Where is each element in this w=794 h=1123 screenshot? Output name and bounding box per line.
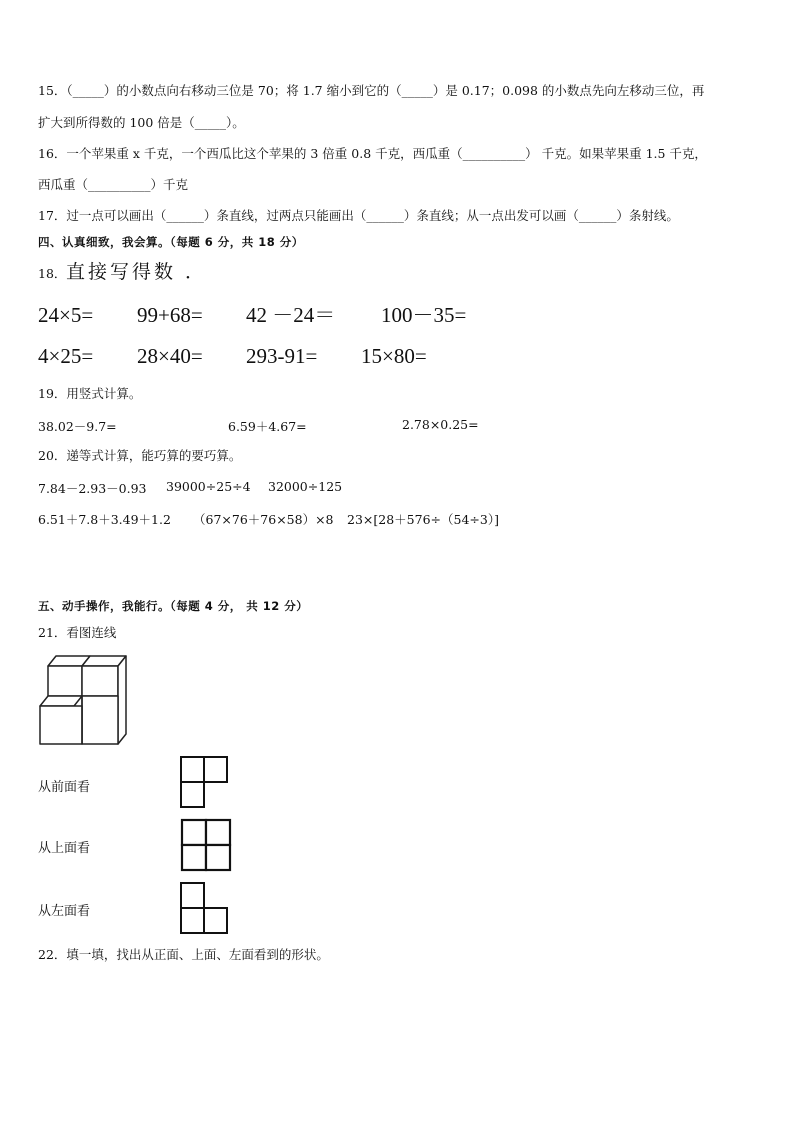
q18-r2-c3: 293-91= [246,344,318,368]
q18-number: 18． [38,266,67,281]
q20-r2-c1: 6.51＋7.8＋3.49＋1.2 [38,512,171,527]
q20-title: 20．递等式计算，能巧算的要巧算。 [38,448,242,463]
q20-r2-c2: （67×76＋76×58）×8 [193,512,334,527]
q20-r1-c1: 7.84－2.93－0.93 [38,481,147,496]
q18-r2-c1: 4×25= [38,344,94,368]
q18-r2-c2: 28×40= [137,344,203,368]
q18-r1-c3: 42 －24＝ [246,303,336,327]
q19-item-1: 38.02－9.7= [38,419,117,434]
section5-title: 五、动手操作，我能行。（每题 4 分， 共 12 分） [38,599,309,613]
q15-line2: 扩大到所得数的 100 倍是（_____）。 [38,115,245,130]
q19-item-3: 2.78×0.25= [402,417,479,432]
left-view-shape[interactable] [180,882,230,936]
section4-title: 四、认真细致，我会算。（每题 6 分，共 18 分） [38,235,304,249]
q21-title: 21．看图连线 [38,625,117,640]
view-label-top: 从上面看 [38,841,91,856]
q18-r1-c1: 24×5= [38,303,94,327]
q15-line1: 15．（_____）的小数点向右移动三位是 70；将 1.7 缩小到它的（_____）是 0.17；0.098 的小数点先向左移动三位，再 [38,83,705,98]
q18-r1-c2: 99+68= [137,303,203,327]
q16-line1: 16．一个苹果重 x 千克，一个西瓜比这个苹果的 3 倍重 0.8 千克，西瓜重（__________） 千克。如果苹果重 1.5 千克， [38,146,707,161]
q18-r1-c4: 100－35= [381,303,467,327]
front-view-shape[interactable] [180,756,230,810]
q16-line2: 西瓜重（__________）千克 [38,177,189,192]
q18-title: 直接写得数 ． [66,261,208,283]
q18-r2-c4: 15×80= [361,344,427,368]
q20-r1-c3: 32000÷125 [268,479,343,494]
cube-stack-figure [38,652,130,748]
q20-r2-c3: 23×[28＋576÷（54÷3）] [347,512,499,527]
top-view-shape[interactable] [181,819,233,873]
q17-line1: 17．过一点可以画出（______）条直线，过两点只能画出（______）条直线；从一点出发可以画（______）条射线。 [38,208,679,223]
view-label-left: 从左面看 [38,904,91,919]
view-label-front: 从前面看 [38,780,91,795]
q20-r1-c2: 39000÷25÷4 [166,479,251,494]
q19-title: 19．用竖式计算。 [38,386,142,401]
q19-item-2: 6.59＋4.67= [228,419,307,434]
q22-title: 22．填一填，找出从正面、上面、左面看到的形状。 [38,947,329,962]
